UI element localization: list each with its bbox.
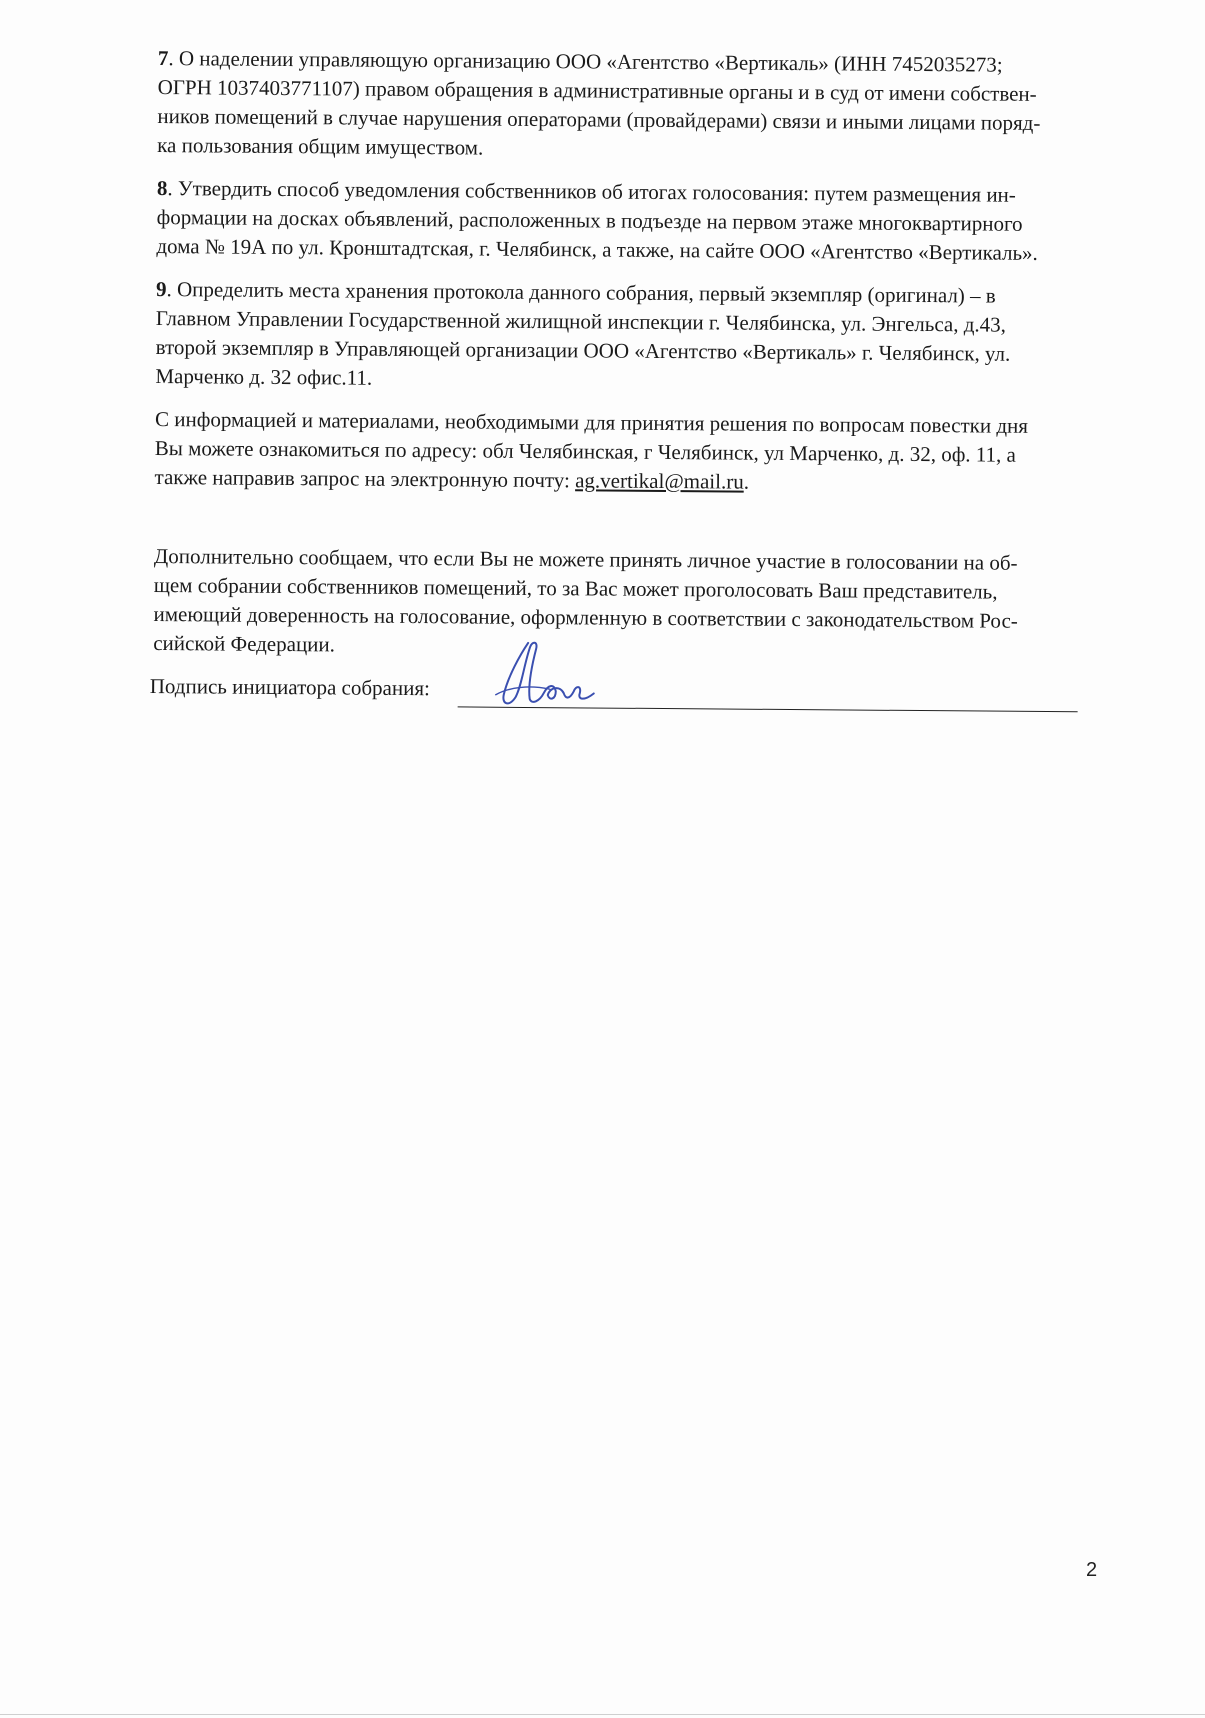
signature-label: Подпись инициатора собрания: xyxy=(149,673,430,701)
document-body xyxy=(153,44,1128,680)
item-8: 8. Утвердить способ уведомления собственников об итогах голосования: путем размещения ин- формации на досках объявлений, расположенных в подъезде на первом этаже многоквартирного дома № 19А по ул. Кронштадтская, г. Челябинск, а также, на сайте ООО «Агентство «Вертикаль». xyxy=(156,175,1038,265)
page-number: 2 xyxy=(1086,1559,1098,1581)
item-number: 8 xyxy=(156,175,168,201)
handwritten-signature xyxy=(490,635,601,716)
item-number: 9 xyxy=(155,276,167,302)
signature-row xyxy=(150,660,1090,727)
additional-paragraph: Дополнительно сообщаем, что если Вы не можете принять личное участие в голосовании на об- щем собрании собственников помещений, то за Вас может проголосовать Ваш представитель, имеющий доверенность на голосование, оформленную в соответствии с законодательством Рос- сийской Федерации. xyxy=(153,543,1018,657)
item-9: 9. Определить места хранения протокола данного собрания, первый экземпляр (оригинал) – в Главном Управлении Государственной жилищной инспекции г. Челябинска, ул. Энгельса, д.43, второй экземпляр в Управляющей организации ООО «Агентство «Вертикаль» г. Челябинск, ул. Марченко д. 32 офис.11. xyxy=(155,276,1011,390)
item-7: 7. О наделении управляющую организацию ООО «Агентство «Вертикаль» (ИНН 7452035273; ОГРН 1037403771107) правом обращения в административные органы и в суд от имени собствен- ников помещений в случае нарушения операторами (провайдерами) связи и иными лицами поряд- ка пользования общим имуществом. xyxy=(157,45,1041,160)
item-number: 7 xyxy=(157,45,169,71)
email-link[interactable]: ag.vertikal@mail.ru xyxy=(575,468,744,494)
info-paragraph: С информацией и материалами, необходимыми для принятия решения по вопросам повестки дня Вы можете ознакомиться по адресу: обл Челябинская, г Челябинск, ул Марченко, д. 32, оф. 11, а также направив запрос на электронную почту: ag.vertikal@mail.ru. xyxy=(154,406,1029,494)
scan-edge-line xyxy=(0,1714,1205,1715)
